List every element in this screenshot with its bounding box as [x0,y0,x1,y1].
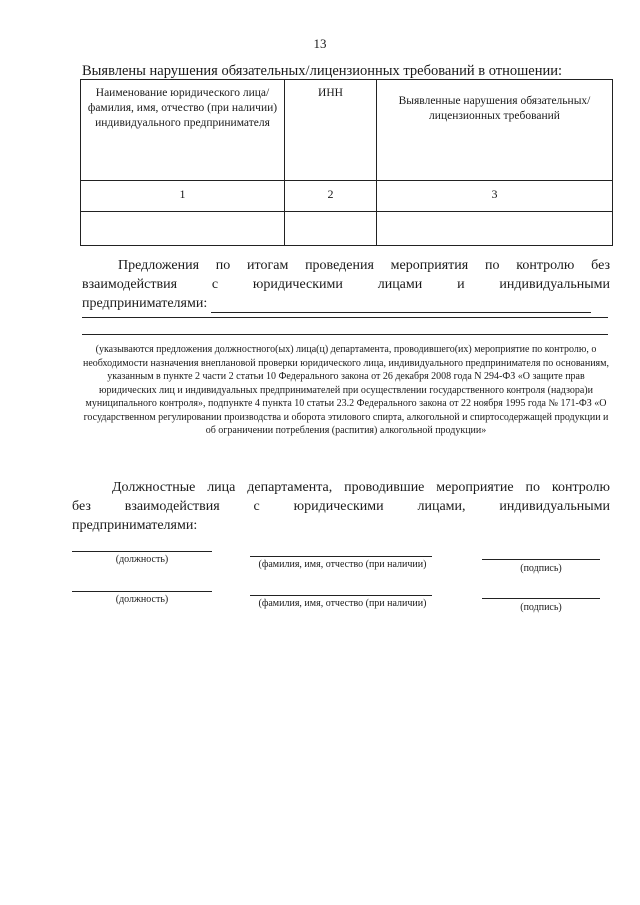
name-caption: (фамилия, имя, отчество (при наличии) [258,598,427,609]
table-number-row [81,181,613,212]
table-cell [285,212,377,246]
page-number: 13 [313,36,327,51]
officials-section [72,478,610,535]
proposals-label: предпринимателями: [82,296,208,311]
column-header-name: Наименование юридического лица/ фамилия, имя, отчество (при наличии) индивидуального предпринимателя [81,80,285,181]
column-header-violations: Выявленные нарушения обязательных/лицензионных требований [377,80,613,181]
officials-label: предпринимателями: [72,518,198,533]
officials-text-line: Должностные лица департамента, проводившие мероприятие по контролю [112,480,610,495]
proposals-section [82,256,610,313]
proposals-label-line [82,294,610,313]
column-number: 1 [81,181,285,212]
table-cell [377,212,613,246]
signature-line [482,598,600,599]
violations-table [80,79,613,246]
column-number: 2 [285,181,377,212]
position-caption: (должность) [115,594,169,605]
table-row [81,212,613,246]
column-header-inn: ИНН [285,80,377,181]
position-caption: (должность) [115,554,169,565]
proposals-fill-line [211,298,591,313]
table-cell [81,212,285,246]
proposals-text-line: Предложения по итогам проведения мероприятия по контролю без [118,258,610,273]
signature-caption: (подпись) [520,563,562,574]
column-number: 3 [377,181,613,212]
name-line [250,595,432,596]
proposals-text-line: взаимодействия с юридическими лицами и индивидуальными [82,277,610,292]
proposals-blank-line [82,334,608,335]
signature-line [482,559,600,560]
proposals-blank-line [82,317,608,318]
name-line [250,556,432,557]
signature-caption: (подпись) [520,602,562,613]
position-line [72,591,212,592]
table-header-row [81,80,613,181]
position-line [72,551,212,552]
proposals-note: (указываются предложения должностного(ых) лица(ц) департамента, проводившего(их) мероприятие по контролю, о необходимости назначения внеплановой проверки юридического лица, индивидуального предпринимателя по основаниям, указанным в пункте 2 части 2 статьи 10 Федерального закона от 26 декабря 2008 года N 294-ФЗ «О защите прав юридических лиц и индивидуальных предпринимателей при осуществлении государственного контроля (надзора)и муниципального контроля», подпункте 4 пункта 10 статьи 23.2 Федерального закона от 22 ноября 1995 года № 171-ФЗ «О государственном регулировании производства и оборота этилового спирта, алкогольной и спиртосодержащей продукции и об ограничении потребления (распития) алкогольной продукции» [83,344,609,436]
officials-text-line: без взаимодействия с юридическими лицами, индивидуальными [72,499,610,514]
name-caption: (фамилия, имя, отчество (при наличии) [258,559,427,570]
violations-heading: Выявлены нарушения обязательных/лицензионных требований в отношении: [82,63,563,79]
